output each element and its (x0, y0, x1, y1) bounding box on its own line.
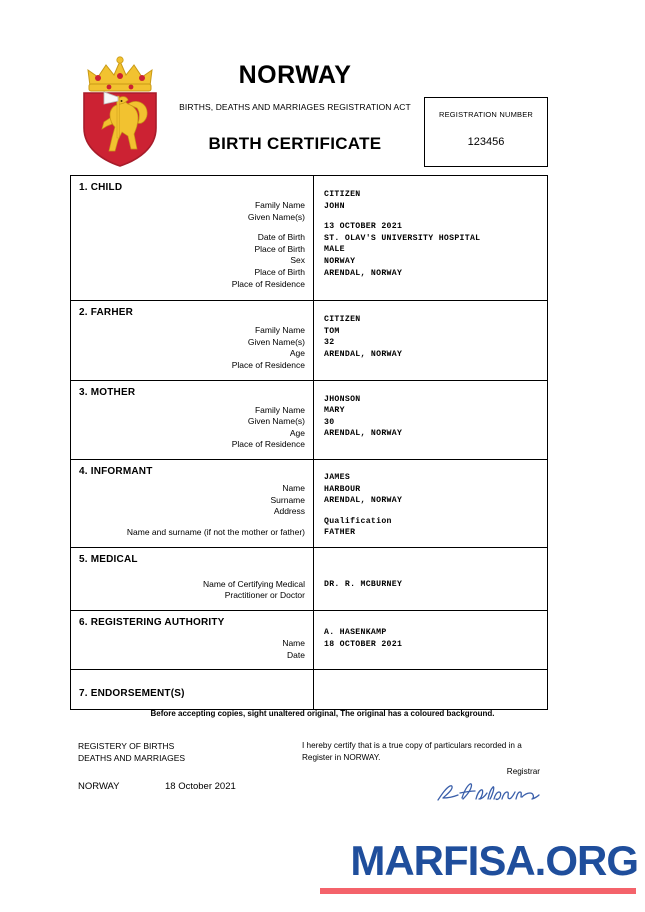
value-name: JAMES (324, 472, 351, 482)
value-family-name: CITIZEN (324, 190, 361, 199)
registry-block (78, 740, 185, 764)
father-labels-cell (71, 301, 314, 379)
label-sex: Sex (290, 255, 305, 266)
mother-label-list (79, 405, 305, 451)
father-label-list (79, 325, 305, 371)
section-title-endorsement: 7. ENDORSEMENT(S) (79, 688, 185, 700)
registry-date: 18 October 2021 (165, 781, 236, 792)
father-values-cell (314, 301, 547, 379)
value-date-of-birth: 13 OCTOBER 2021 (324, 222, 403, 232)
label-family-name: Family Name (254, 404, 305, 415)
mother-value-list (324, 394, 539, 440)
mother-labels-cell (71, 381, 314, 459)
title-block (170, 62, 420, 154)
section-title-mother: 3. MOTHER (79, 386, 136, 398)
value-authority-date: 18 OCTOBER 2021 (324, 639, 403, 649)
medical-labels-cell (71, 548, 314, 610)
value-given-names: MARY (324, 406, 345, 416)
value-place-of-birth: ST. OLAV'S UNIVERSITY HOSPITAL (324, 233, 481, 243)
registrar-signature (432, 778, 542, 808)
authority-values-cell (314, 611, 547, 669)
table-row-mother (71, 381, 547, 460)
watermark-underline-bar (320, 888, 636, 894)
medical-values-cell (314, 548, 547, 610)
certificate-title: BIRTH CERTIFICATE (208, 133, 382, 153)
label-given-names: Given Name(s) (247, 211, 305, 222)
child-values-cell (314, 176, 547, 300)
label-given-names: Given Name(s) (247, 416, 305, 427)
act-line: BIRTHS, DEATHS AND MARRIAGES REGISTRATION ACT (179, 101, 411, 112)
registration-number-box (424, 97, 548, 167)
endorsement-labels-cell (71, 670, 314, 709)
section-title-authority: 6. REGISTERING AUTHORITY (79, 617, 225, 629)
label-age: Age (289, 348, 305, 359)
label-surname: Surname (270, 494, 305, 505)
medical-value-list (324, 579, 539, 591)
label-age: Age (289, 427, 305, 438)
label-family-name: Family Name (254, 325, 305, 336)
label-certifying-medical-line2: Practitioner or Doctor (224, 590, 305, 601)
authority-value-list (324, 627, 539, 650)
value-given-names: JOHN (324, 201, 345, 211)
value-address: ARENDAL, NORWAY (324, 496, 403, 506)
table-row-authority (71, 611, 547, 670)
informant-value-list (324, 472, 539, 539)
child-value-list (324, 189, 539, 279)
authority-label-list (79, 638, 305, 661)
certificate-header (0, 0, 645, 175)
table-row-medical (71, 548, 547, 611)
value-qualification: FATHER (324, 528, 356, 538)
table-row-informant (71, 460, 547, 548)
spacer (79, 223, 305, 232)
section-title-child: 1. CHILD (79, 182, 123, 193)
table-row-endorsement (71, 670, 547, 710)
father-value-list (324, 314, 539, 360)
country-title: NORWAY (238, 61, 352, 89)
section-title-medical: 5. MEDICAL (79, 553, 138, 565)
label-date: Date (287, 649, 305, 660)
label-family-name: Family Name (254, 200, 305, 210)
norway-coat-of-arms-icon (76, 56, 164, 168)
label-name: Name (282, 482, 305, 493)
table-row-child (71, 176, 547, 301)
value-qualification-label: Qualification (324, 516, 392, 526)
label-name-and-surname-note: Name and surname (if not the mother or father) (126, 526, 305, 537)
value-place-of-birth-country: NORWAY (324, 256, 356, 266)
registry-country: NORWAY (78, 781, 120, 792)
medical-label-list (79, 579, 305, 602)
spacer (324, 212, 539, 221)
value-family-name: JHONSON (324, 394, 361, 404)
label-place-of-residence: Place of Residence (231, 278, 305, 289)
registration-number-value: 123456 (467, 136, 505, 148)
value-age: 32 (324, 338, 335, 348)
value-age: 30 (324, 417, 335, 427)
authority-labels-cell (71, 611, 314, 669)
value-authority-name: A. HASENKAMP (324, 628, 387, 638)
spacer (79, 518, 305, 527)
certificate-table (70, 175, 548, 710)
child-labels-cell (71, 176, 314, 300)
watermark-text: MARFISA.ORG (350, 837, 638, 884)
informant-label-list (79, 483, 305, 538)
registry-line2: DEATHS AND MARRIAGES (78, 753, 186, 763)
label-place-of-residence: Place of Residence (231, 439, 305, 450)
label-address: Address (273, 506, 305, 517)
label-given-names: Given Name(s) (247, 336, 305, 347)
value-doctor-name: DR. R. MCBURNEY (324, 579, 403, 589)
certificate-footer (70, 736, 548, 816)
value-place-of-residence: ARENDAL, NORWAY (324, 429, 403, 439)
label-place-of-birth-country: Place of Birth (254, 266, 305, 277)
label-place-of-birth: Place of Birth (254, 243, 305, 254)
marfisa-watermark (318, 838, 638, 896)
informant-labels-cell (71, 460, 314, 547)
value-sex: MALE (324, 245, 345, 255)
endorsement-values-cell (314, 670, 547, 709)
label-certifying-medical-line1: Name of Certifying Medical (202, 578, 305, 589)
mother-values-cell (314, 381, 547, 459)
value-place-of-residence: ARENDAL, NORWAY (324, 268, 403, 278)
child-label-list (79, 200, 305, 290)
label-date-of-birth: Date of Birth (257, 232, 305, 243)
value-surname: HARBOUR (324, 484, 361, 494)
value-family-name: CITIZEN (324, 315, 361, 325)
table-row-father (71, 301, 547, 380)
copy-notice: Before accepting copies, sight unaltered original, The original has a coloured background. (150, 709, 495, 718)
informant-values-cell (314, 460, 547, 547)
section-title-informant: 4. INFORMANT (79, 465, 153, 477)
label-place-of-residence: Place of Residence (231, 359, 305, 370)
value-place-of-residence: ARENDAL, NORWAY (324, 349, 403, 359)
registrar-label: Registrar (506, 767, 540, 776)
value-given-names: TOM (324, 326, 340, 336)
section-title-father: 2. FARHER (79, 307, 134, 319)
certify-text: I hereby certify that is a true copy of particulars recorded in a Register in NORWAY. (302, 741, 522, 762)
label-name: Name (282, 638, 305, 649)
spacer (324, 507, 539, 516)
registry-line1: REGISTERY OF BIRTHS (78, 741, 175, 751)
registration-number-label: REGISTRATION NUMBER (438, 110, 534, 119)
